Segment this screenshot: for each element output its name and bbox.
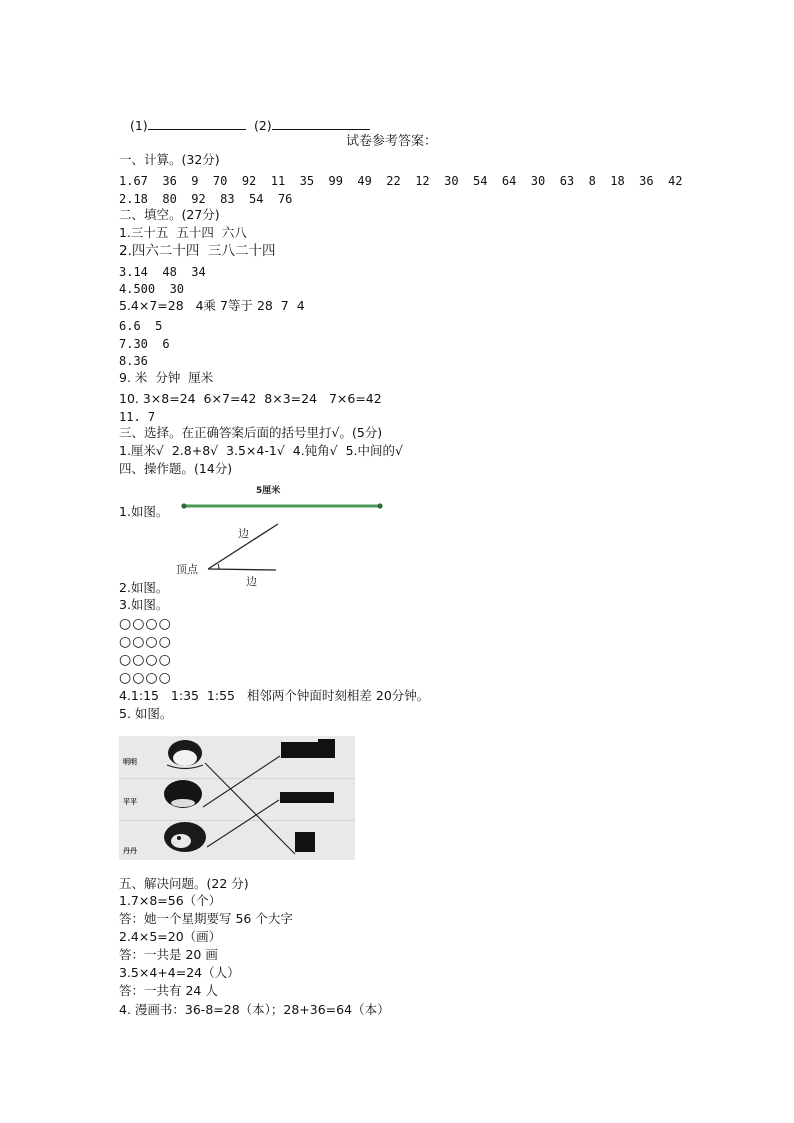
section5-line-2: 答：她一个星期要写 56 个大字 — [119, 911, 293, 926]
section2-item-4: 4.500 30 — [119, 282, 185, 296]
section1-line2: 2.18 80 92 83 54 76 — [119, 192, 293, 206]
section2-item-7: 7.30 6 — [119, 337, 170, 351]
section4-q3: 3.如图。 — [119, 597, 169, 612]
section1-line1: 1.67 36 9 70 92 11 35 99 49 22 12 30 54 64 30 63 8 18 36 42 — [119, 174, 683, 188]
section4-q4: 4.1:15 1:35 1:55 相邻两个钟面时刻相差 20分钟。 — [119, 688, 430, 703]
circle-row-2: ○○○○ — [119, 634, 172, 650]
section4-heading: 四、操作题。(14分) — [119, 461, 233, 476]
section5-line-3: 2.4×5=20（画） — [119, 929, 222, 944]
child-head-2 — [164, 780, 202, 808]
block-shape-2 — [280, 792, 334, 803]
segment-figure — [176, 480, 388, 516]
section3-answers: 1.厘米√ 2.8+8√ 3.5×4-1√ 4.钝角√ 5.中间的√ — [119, 443, 403, 458]
section2-item-2: 2.四六二十四 三八二十四 — [119, 243, 276, 259]
blank-2-line — [272, 116, 370, 130]
blank-2-label: (2) — [253, 118, 272, 133]
child-name-2: 平平 — [123, 798, 137, 806]
section2-item-5: 5.4×7=28 4乘 7等于 28 7 4 — [119, 298, 305, 313]
angle-vertex-label: 顶点 — [176, 563, 198, 576]
section2-item-1: 1.三十五 五十四 六八 — [119, 225, 247, 240]
blank-2 — [246, 100, 370, 134]
section3-heading: 三、选择。在正确答案后面的括号里打√。(5分) — [119, 425, 383, 440]
section4-q5: 5. 如图。 — [119, 706, 173, 721]
angle-side-label-bottom: 边 — [246, 575, 257, 588]
section4-q1: 1.如图。 — [119, 504, 169, 519]
segment-endpoint-right — [377, 503, 382, 508]
circle-row-3: ○○○○ — [119, 652, 172, 668]
section2-item-11: 11. 7 — [119, 410, 156, 424]
segment-length-label: 5厘米 — [256, 486, 281, 496]
section2-item-9: 9. 米 分钟 厘米 — [119, 370, 214, 385]
section5-line-4: 答：一共是 20 画 — [119, 947, 218, 962]
section5-line-1: 1.7×8=56（个） — [119, 893, 222, 908]
section2-item-10: 10. 3×8=24 6×7=42 8×3=24 7×6=42 — [119, 391, 382, 406]
child-head-3 — [164, 822, 206, 852]
circle-row-1: ○○○○ — [119, 616, 172, 632]
block-shape-3 — [295, 832, 315, 852]
angle-side-label-top: 边 — [238, 527, 249, 540]
matching-band-divider-2 — [119, 820, 355, 821]
child-name-1: 明明 — [123, 758, 137, 766]
section5-heading: 五、解决问题。(22 分) — [119, 876, 249, 891]
section5-line-5: 3.5×4+4=24（人） — [119, 965, 240, 980]
section2-item-3: 3.14 48 34 — [119, 265, 206, 279]
section1-heading: 一、计算。(32分) — [119, 152, 220, 167]
matching-figure — [119, 736, 355, 860]
angle-ray-bottom — [208, 569, 276, 570]
blank-1-line — [148, 116, 246, 130]
segment-endpoint-left — [181, 503, 186, 508]
section2-item-8: 8.36 — [119, 354, 148, 368]
angle-arc — [218, 564, 219, 569]
section4-q2: 2.如图。 — [119, 580, 169, 595]
angle-figure — [174, 518, 284, 592]
section5-line-6: 答：一共有 24 人 — [119, 983, 218, 998]
child-name-3: 丹丹 — [123, 847, 137, 855]
section2-item-6: 6.6 5 — [119, 319, 163, 333]
section2-heading: 二、填空。(27分) — [119, 207, 220, 222]
page-title: 试卷参考答案： — [346, 134, 438, 149]
section5-line-7: 4. 漫画书：36-8=28（本）；28+36=64（本） — [119, 1002, 390, 1017]
blank-1 — [122, 100, 246, 134]
circle-row-4: ○○○○ — [119, 670, 172, 686]
blank-1-label: (1) — [129, 118, 148, 133]
matching-band-divider-1 — [119, 778, 355, 779]
